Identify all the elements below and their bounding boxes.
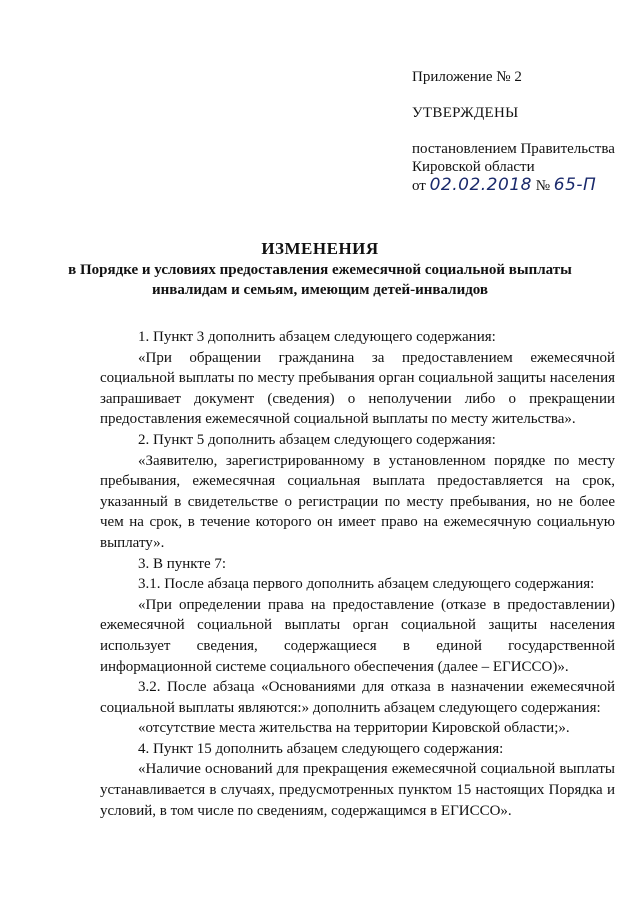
document-body — [100, 327, 615, 821]
decree-line-1: постановлением Правительства — [412, 141, 615, 157]
paragraph-item-3: 3. В пункте 7: — [138, 555, 227, 572]
decree-prefix: от — [412, 178, 426, 194]
paragraph-item-1: 1. Пункт 3 дополнить абзацем следующего содержания: — [138, 329, 496, 345]
paragraph-item-4: 4. Пункт 15 дополнить абзацем следующего содержания: — [138, 740, 504, 757]
decree-line-3 — [412, 176, 632, 195]
paragraph-quote-1: «При обращении гражданина за предоставлением ежемесячной социальной выплаты по месту пребывания орган социальной защиты населения запрашивает документ (сведения) о неполучении либо о прекращении предоставления ежемесячной социальной выплаты по месту жительства». — [100, 349, 615, 428]
approved-label: УТВЕРЖДЕНЫ — [412, 105, 519, 121]
document-subtitle-line-1: в Порядке и условиях предоставления ежемесячной социальной выплаты — [68, 262, 572, 278]
decree-number-sign: № — [535, 178, 551, 194]
decree-date: 02.02.2018 — [429, 175, 532, 195]
decree-reference — [412, 140, 632, 195]
paragraph-quote-5: «Наличие оснований для прекращения ежемесячной социальной выплаты устанавливается в случаях, предусмотренных пунктом 15 настоящих Порядка и условий, в том числе по сведениям, содержащимся в ЕГИССО». — [100, 761, 615, 819]
appendix-label: Приложение № 2 — [412, 69, 522, 85]
paragraph-item-3-2: 3.2. После абзаца «Основаниями для отказа в назначении ежемесячной социальной выплаты являются:» дополнить абзацем следующего содержания: — [100, 679, 615, 716]
paragraph-quote-4: «отсутствие места жительства на территории Кировской области;». — [138, 720, 570, 737]
decree-line-2: Кировской области — [412, 159, 535, 175]
paragraph-quote-2: «Заявителю, зарегистрированному в установленном порядке по месту пребывания, ежемесячная социальная выплата предоставляется на срок, указанный в свидетельстве о регистрации по месту пребывания, но не более чем на срок, в течение которого он имеет право на ежемесячную социальную выплату». — [100, 452, 615, 551]
document-subtitle-line-2: инвалидам и семьям, имеющим детей-инвалидов — [151, 282, 489, 298]
decree-number: 65-П — [553, 175, 597, 195]
paragraph-item-3-1: 3.1. После абзаца первого дополнить абзацем следующего содержания: — [138, 576, 595, 593]
paragraph-item-2: 2. Пункт 5 дополнить абзацем следующего содержания: — [138, 431, 496, 448]
paragraph-quote-3: «При определении права на предоставление (отказе в предоставлении) ежемесячной социальной выплаты орган социальной защиты населения использует сведения, содержащиеся в единой государственной информационной системе социального обеспечения (далее – ЕГИССО)». — [100, 596, 615, 675]
document-title: ИЗМЕНЕНИЯ — [261, 239, 379, 258]
